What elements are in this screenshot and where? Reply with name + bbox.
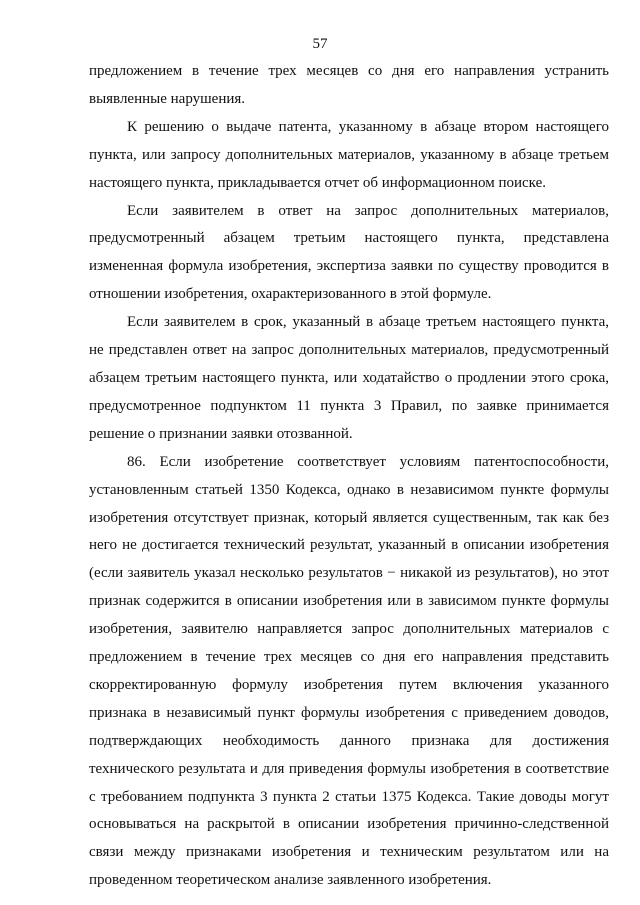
document-body — [89, 58, 609, 895]
paragraph-report-attachment: К решению о выдаче патента, указанному в абзаце втором настоящего пункта, или запросу дополнительных материалов, указанному в абзаце третьем настоящего пункта, прикладывается отчет об информационном поиске. — [89, 118, 609, 191]
paragraph-clause-86: 86. Если изобретение соответствует условиям патентоспособности, установленным статьей 1350 Кодекса, однако в независимом пункте формулы изобретения отсутствует признак, который является существенным, так как без него не достигается технический результат, указанный в описании изобретения (если заявитель указал несколько результатов − никакой из результатов), но этот признак содержится в описании изобретения или в зависимом пункте формулы изобретения, заявителю направляется запрос дополнительных материалов с предложением в течение трех месяцев со дня его направления представить скорректированную формулу изобретения путем включения указанного признака в независимый пункт формулы изобретения с приведением доводов, подтверждающих необходимость данного признака для достижения технического результата и для приведения формулы изобретения в соответствие с требованием подпункта 3 пункта 2 статьи 1375 Кодекса. Такие доводы могут основываться на раскрытой в описании изобретения причинно-следственной связи между признаками изобретения и техническим результатом или на проведенном теоретическом анализе заявленного изобретения. — [89, 453, 609, 889]
paragraph-amended-formula: Если заявителем в ответ на запрос дополнительных материалов, предусмотренный абзацем третьим настоящего пункта, представлена измененная формула изобретения, экспертиза заявки по существу проводится в отношении изобретения, охарактеризованного в этой формуле. — [89, 202, 609, 303]
page-number: 57 — [312, 36, 328, 52]
paragraph-continuation: предложением в течение трех месяцев со дня его направления устранить выявленные нарушения. — [89, 63, 609, 107]
paragraph-application-withdrawn: Если заявителем в срок, указанный в абзаце третьем настоящего пункта, не представлен ответ на запрос дополнительных материалов, предусмотренный абзацем третьим настоящего пункта, или ходатайство о продлении этого срока, предусмотренное подпунктом 11 пункта 3 Правил, по заявке принимается решение о признании заявки отозванной. — [89, 314, 609, 442]
